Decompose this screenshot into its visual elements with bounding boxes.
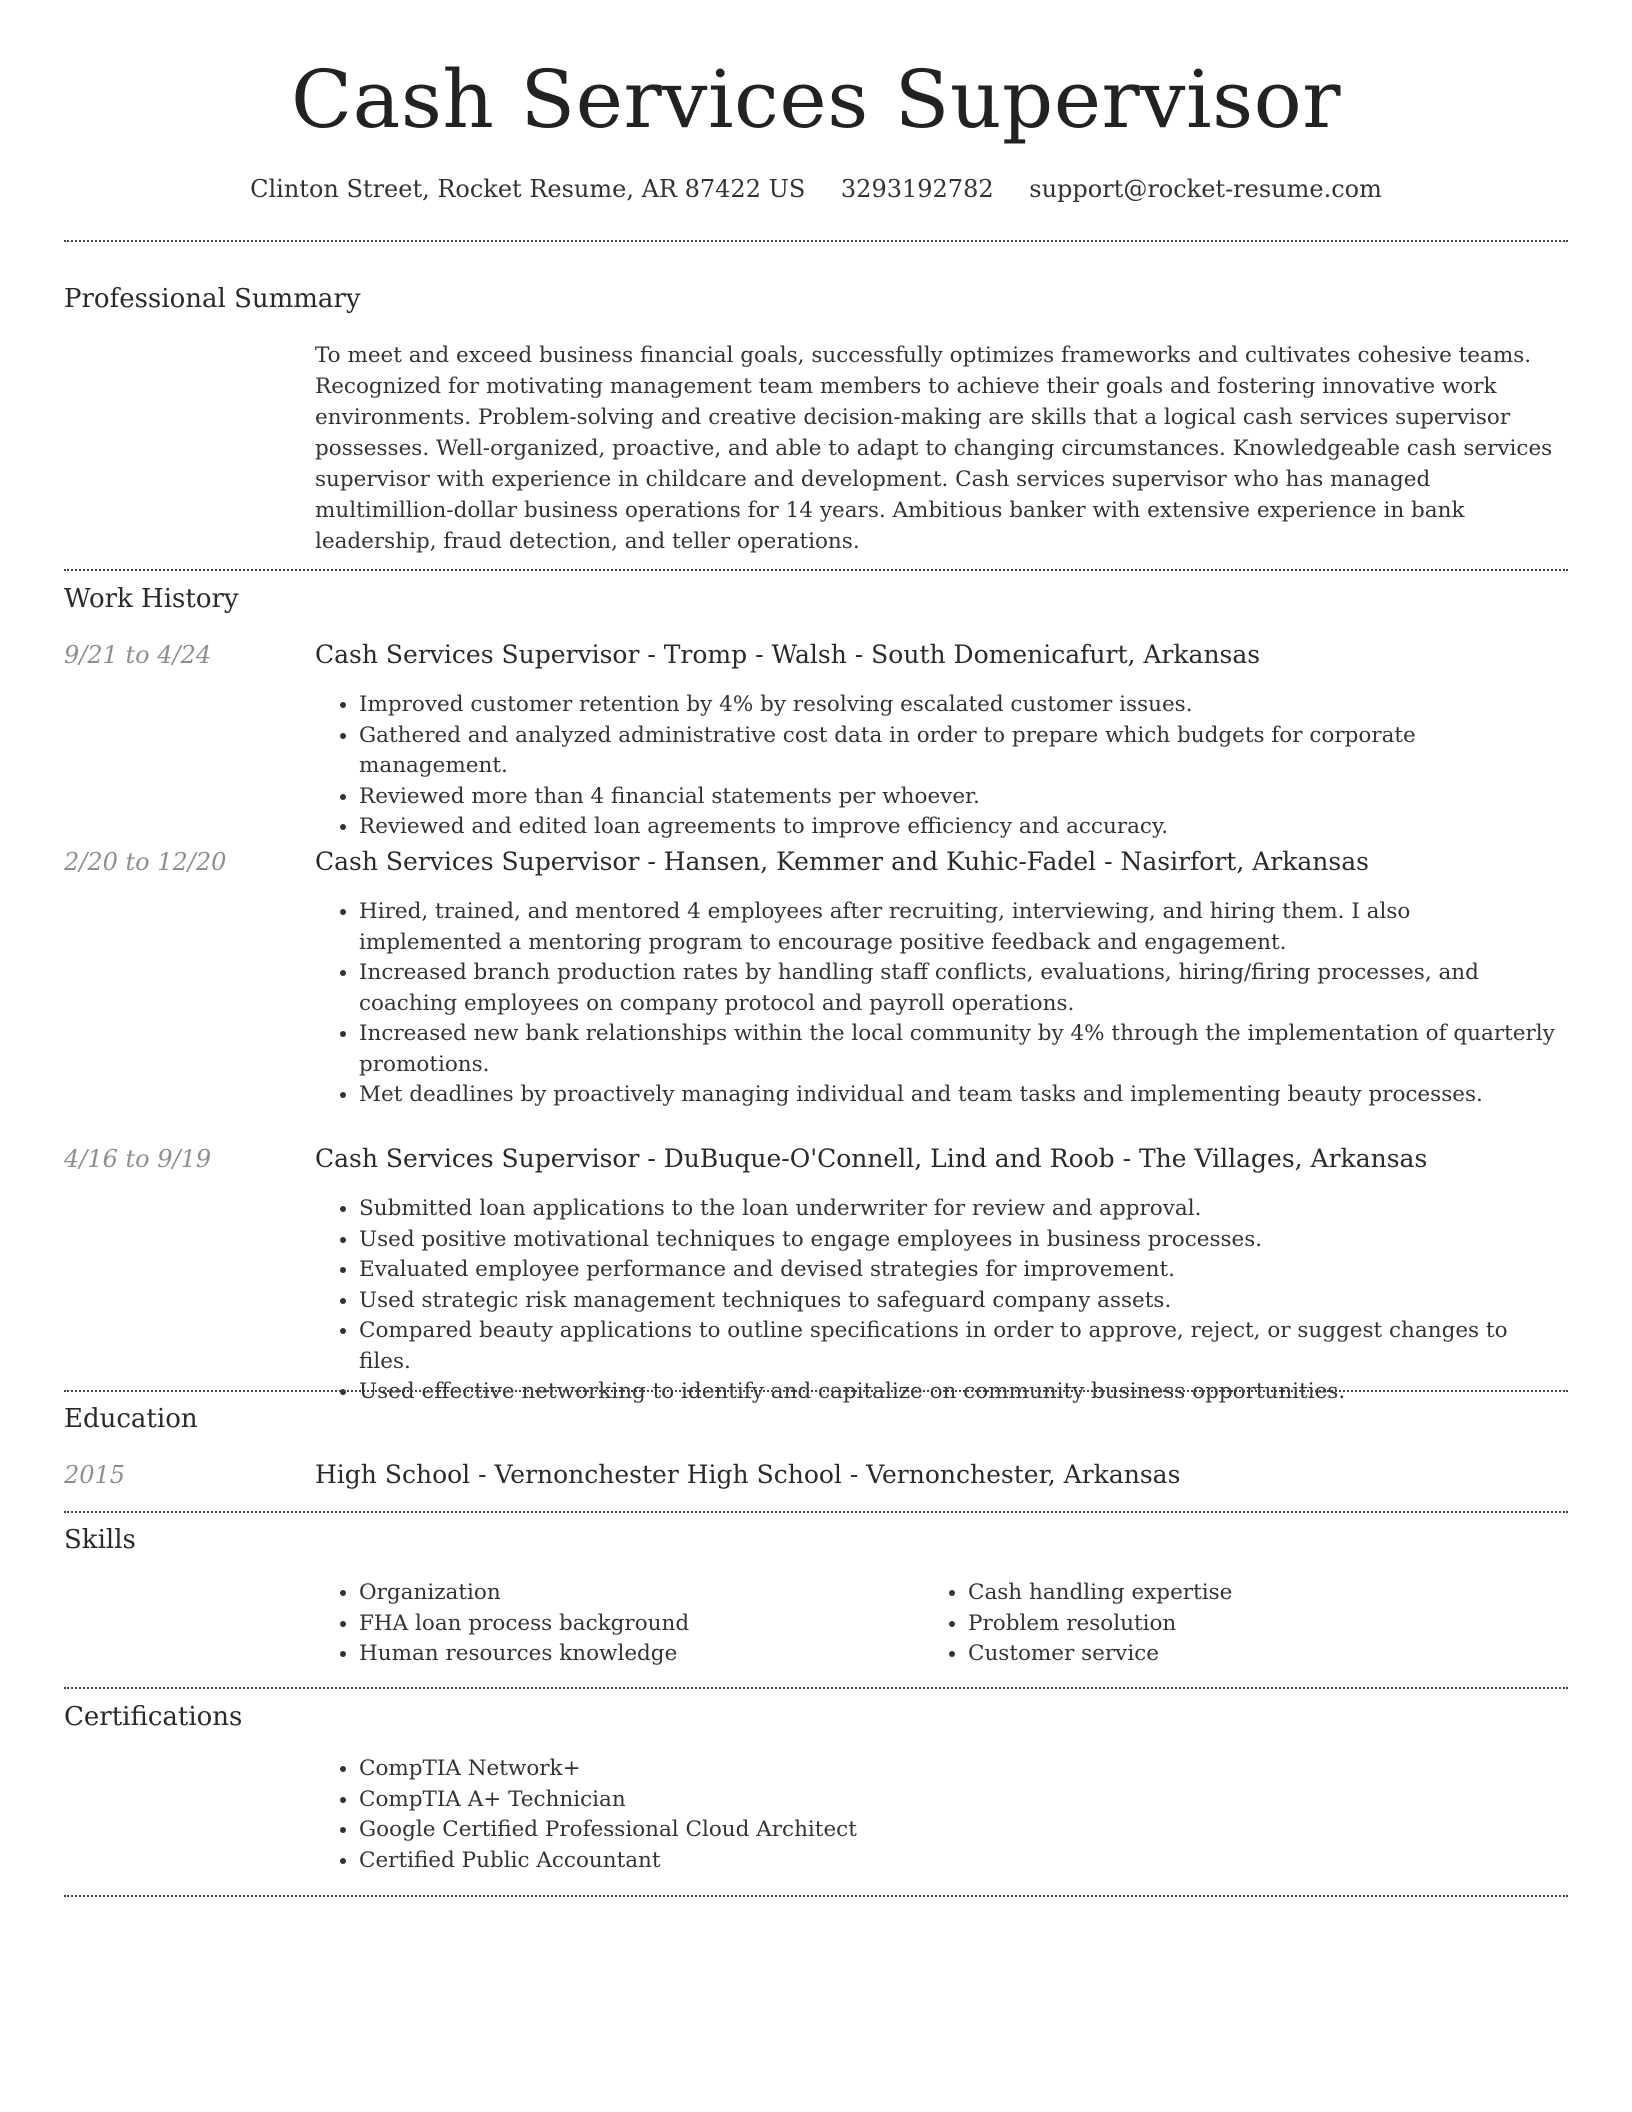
education-heading: High School - Vernonchester High School - Vernonchester, Arkansas <box>315 1460 1181 1489</box>
list-item: • Organization <box>359 1578 915 1609</box>
list-item: • Cash handling expertise <box>968 1578 1524 1609</box>
candidate-name: Cash Services Supervisor <box>290 53 1342 146</box>
list-item: • Gathered and analyzed administrative cost data in order to prepare which budgets for corporate management. <box>359 721 1555 782</box>
certifications-section-title: Certifications <box>64 1702 243 1732</box>
contact-line <box>64 170 1568 208</box>
list-item: • Used effective networking to identify and capitalize on community business opportunities. <box>359 1377 1555 1408</box>
list-item: • Submitted loan applications to the loan underwriter for review and approval. <box>359 1194 1555 1225</box>
list-item: • Increased branch production rates by handling staff conflicts, evaluations, hiring/firing processes, and coaching employees on company protocol and payroll operations. <box>359 958 1555 1019</box>
list-item: • FHA loan process background <box>359 1609 915 1640</box>
list-item: • Compared beauty applications to outline specifications in order to approve, reject, or suggest changes to files. <box>359 1316 1555 1377</box>
list-item: • Improved customer retention by 4% by resolving escalated customer issues. <box>359 690 1555 721</box>
job-heading: Cash Services Supervisor - Hansen, Kemmer and Kuhic-Fadel - Nasirfort, Arkansas <box>315 847 1369 876</box>
list-item: • Certified Public Accountant <box>359 1846 1555 1877</box>
list-item: • Used strategic risk management techniques to safeguard company assets. <box>359 1286 1555 1317</box>
skills-section-title: Skills <box>64 1525 136 1555</box>
job-heading: Cash Services Supervisor - Tromp - Walsh - South Domenicafurt, Arkansas <box>315 640 1261 669</box>
certifications-list <box>315 1754 1555 1876</box>
list-item: • Met deadlines by proactively managing individual and team tasks and implementing beauty processes. <box>359 1080 1555 1111</box>
contact-address: Clinton Street, Rocket Resume, AR 87422 US <box>250 175 806 203</box>
skills-list-right <box>924 1578 1524 1670</box>
section-divider <box>64 1895 1568 1897</box>
list-item: • Reviewed more than 4 financial statements per whoever. <box>359 782 1555 813</box>
section-divider <box>64 569 1568 571</box>
job-bullet-list <box>315 897 1555 1111</box>
list-item: • Increased new bank relationships within the local community by 4% through the implementation of quarterly promotions. <box>359 1019 1555 1080</box>
skills-list-left <box>315 1578 915 1670</box>
list-item: • Used positive motivational techniques to engage employees in business processes. <box>359 1225 1555 1256</box>
job-bullet-list <box>315 1194 1555 1408</box>
section-divider <box>64 1511 1568 1513</box>
list-item: • Evaluated employee performance and devised strategies for improvement. <box>359 1255 1555 1286</box>
section-divider <box>64 240 1568 242</box>
list-item: • Human resources knowledge <box>359 1639 915 1670</box>
list-item: • Hired, trained, and mentored 4 employees after recruiting, interviewing, and hiring them. I also implemented a mentoring program to encourage positive feedback and engagement. <box>359 897 1555 958</box>
work-history-section-title: Work History <box>64 584 239 614</box>
section-divider <box>64 1390 1568 1392</box>
list-item: • Customer service <box>968 1639 1524 1670</box>
list-item: • CompTIA Network+ <box>359 1754 1555 1785</box>
job-heading: Cash Services Supervisor - DuBuque-O'Connell, Lind and Roob - The Villages, Arkansas <box>315 1144 1428 1173</box>
job-bullet-list <box>315 690 1555 843</box>
job-dates: 2/20 to 12/20 <box>64 848 227 876</box>
job-dates: 4/16 to 9/19 <box>64 1145 212 1173</box>
education-year: 2015 <box>64 1461 126 1489</box>
contact-email: support@rocket-resume.com <box>1029 175 1382 203</box>
job-dates: 9/21 to 4/24 <box>64 641 212 669</box>
section-divider <box>64 1687 1568 1689</box>
contact-phone: 3293192782 <box>840 175 994 203</box>
summary-text: To meet and exceed business financial goals, successfully optimizes frameworks and cultivates cohesive teams. Recognized for motivating management team members to achieve their goals and fostering innovative work environments. Problem-solving and creative decision-making are skills that a logical cash services supervisor possesses. Well-organized, proactive, and able to adapt to changing circumstances. Knowledgeable cash services supervisor with experience in childcare and development. Cash services supervisor who has managed multimillion-dollar business operations for 14 years. Ambitious banker with extensive experience in bank leadership, fraud detection, and teller operations. <box>315 343 1553 554</box>
summary-section-title: Professional Summary <box>64 284 361 314</box>
list-item: • Google Certified Professional Cloud Architect <box>359 1815 1555 1846</box>
list-item: • CompTIA A+ Technician <box>359 1785 1555 1816</box>
education-section-title: Education <box>64 1404 198 1434</box>
list-item: • Reviewed and edited loan agreements to improve efficiency and accuracy. <box>359 812 1555 843</box>
list-item: • Problem resolution <box>968 1609 1524 1640</box>
